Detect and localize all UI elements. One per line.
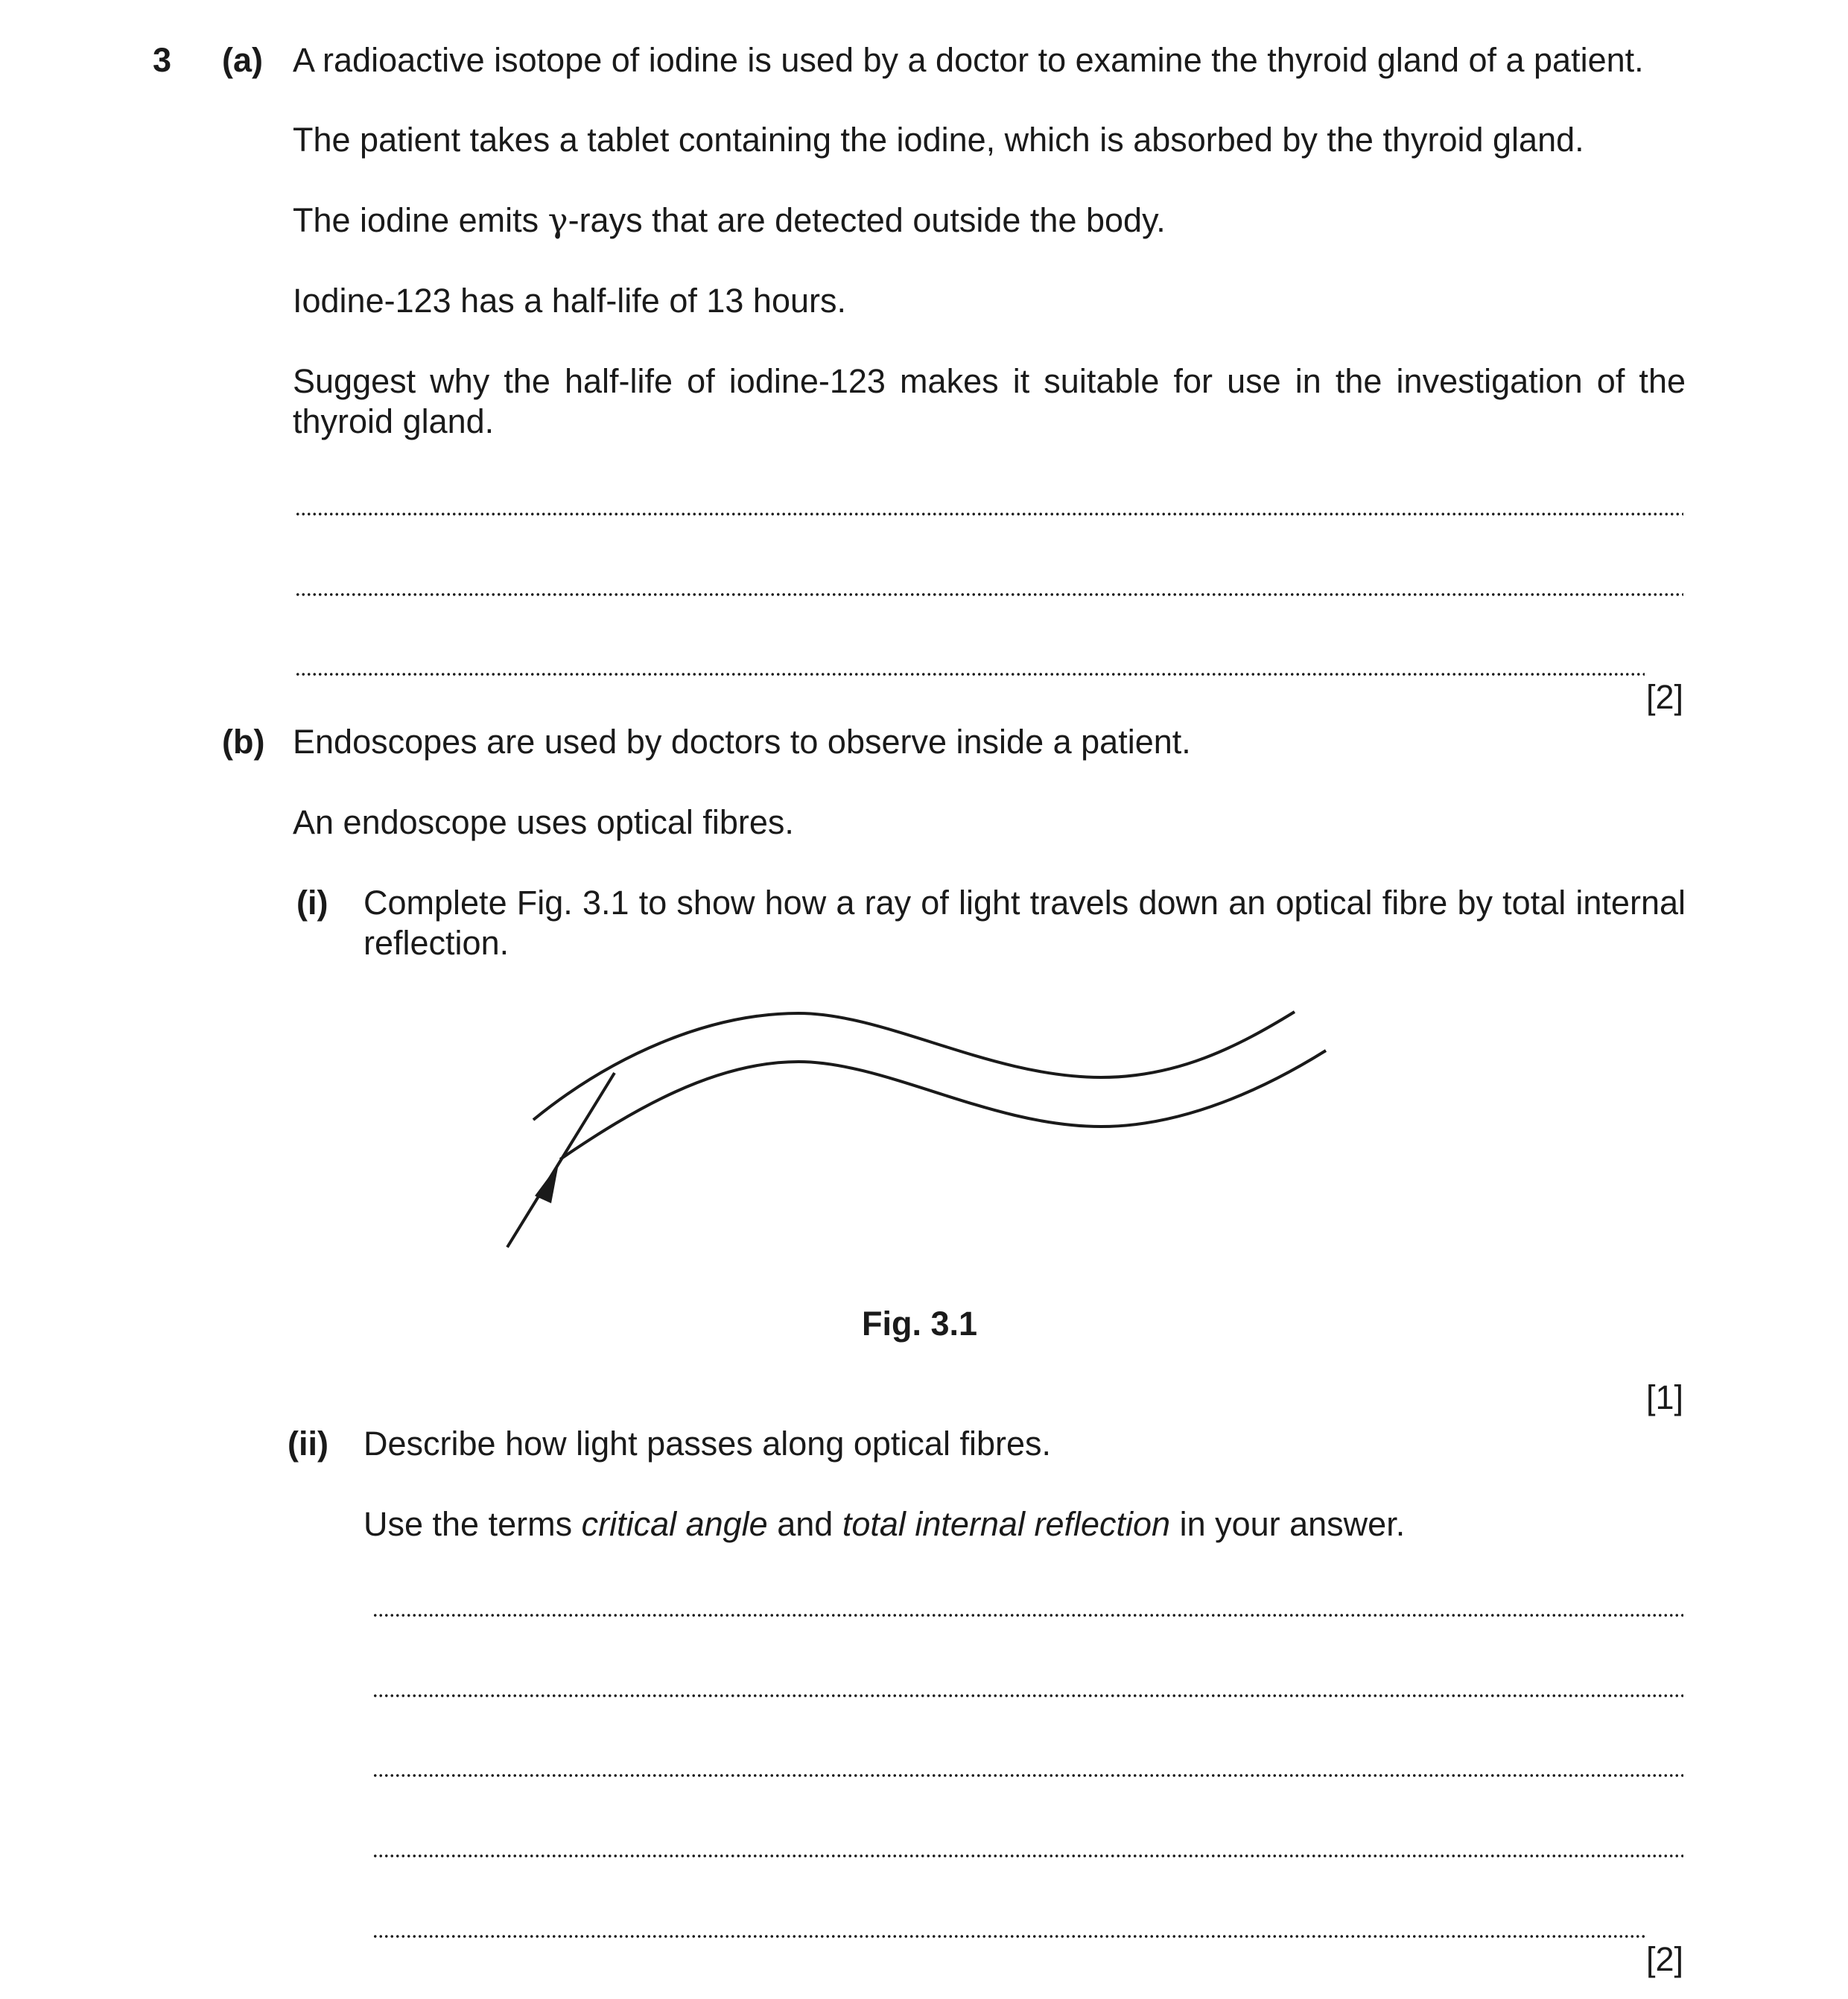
sub-i-prompt: Complete Fig. 3.1 to show how a ray of light travels down an optical fibre by total internal reflection. (363, 884, 1686, 962)
sub-ii-marks: [2] (1646, 1940, 1684, 1978)
answer-line-b-5[interactable] (372, 1935, 1646, 1938)
figure-caption: Fig. 3.1 (862, 1305, 978, 1343)
part-a-line3-post: -rays that are detected outside the body. (568, 201, 1166, 239)
answer-line-b-4[interactable] (372, 1854, 1683, 1857)
part-b-label: (b) (222, 723, 265, 761)
sub-i-marks: [1] (1646, 1378, 1684, 1416)
sub-ii-label: (ii) (288, 1425, 328, 1463)
sub-ii-line2 (363, 1504, 1405, 1545)
part-a-prompt: Suggest why the half-life of iodine-123 makes it suitable for use in the investigation of the thyroid gland. (293, 362, 1686, 440)
question-number: 3 (153, 41, 172, 79)
sub-ii-line1: Describe how light passes along optical fibres. (363, 1425, 1051, 1463)
answer-line-b-1[interactable] (372, 1614, 1683, 1617)
part-a-line1: A radioactive isotope of iodine is used by a doctor to examine the thyroid gland of a patient. (293, 41, 1644, 79)
part-b-line1: Endoscopes are used by doctors to observe inside a patient. (293, 723, 1191, 761)
ray-arrowhead (535, 1164, 559, 1203)
sub-ii-line2-mid: and (767, 1505, 842, 1543)
answer-line-b-2[interactable] (372, 1694, 1683, 1697)
gamma-symbol: γ (547, 200, 568, 240)
sub-i-label: (i) (296, 884, 328, 922)
part-a-line4: Iodine-123 has a half-life of 13 hours. (293, 282, 846, 320)
answer-line-b-3[interactable] (372, 1774, 1683, 1777)
part-a-label: (a) (222, 41, 263, 79)
part-a-line2: The patient takes a tablet containing the iodine, which is absorbed by the thyroid gland. (293, 121, 1584, 159)
part-a-marks: [2] (1646, 678, 1684, 716)
sub-ii-line2-pre: Use the terms (363, 1505, 582, 1543)
fibre-upper-edge (533, 1012, 1295, 1120)
fibre-lower-edge (560, 1051, 1326, 1159)
part-b-line2: An endoscope uses optical fibres. (293, 803, 794, 841)
term-total-internal-reflection: total internal reflection (842, 1505, 1171, 1543)
part-a-line3-pre: The iodine emits (293, 201, 548, 239)
term-critical-angle: critical angle (581, 1505, 768, 1543)
sub-ii-line2-post: in your answer. (1170, 1505, 1406, 1543)
